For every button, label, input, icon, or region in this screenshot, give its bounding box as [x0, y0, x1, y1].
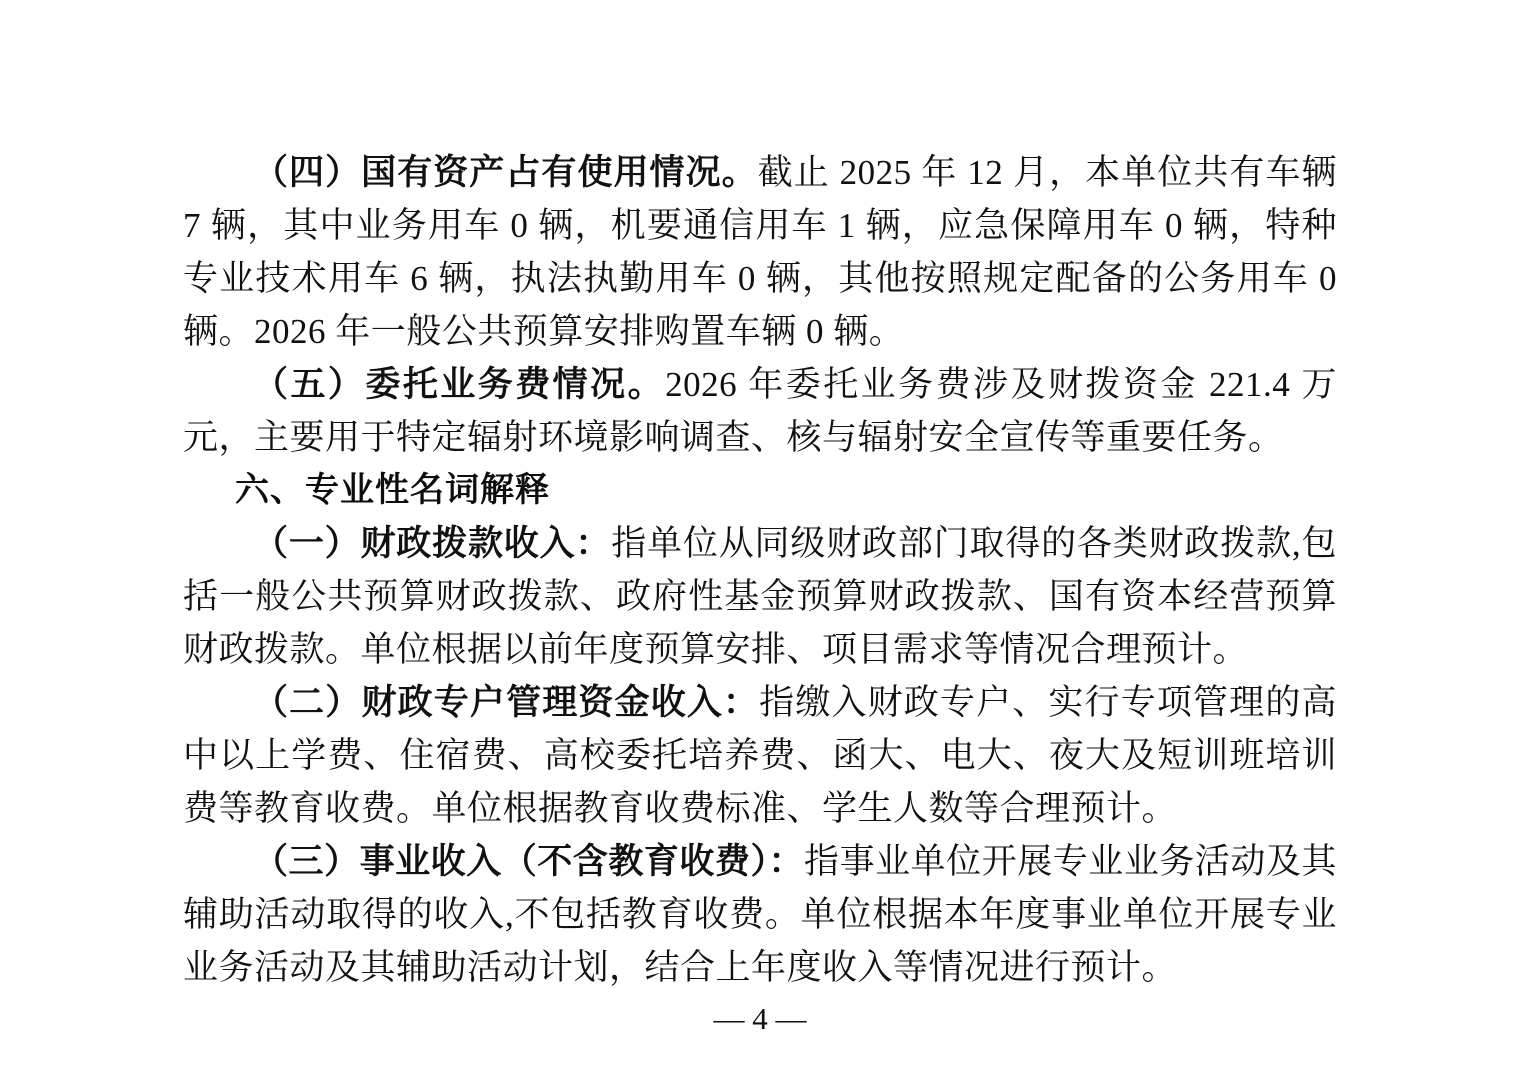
- definition-operational-income: [183, 835, 1337, 994]
- definition-fiscal-special-account-income: [183, 676, 1337, 835]
- definition-operational-income-lead: （三）事业收入（不含教育收费）：: [253, 842, 805, 881]
- paragraph-entrusted-services: [183, 358, 1337, 464]
- section-heading-terminology: 六、专业性名词解释: [235, 471, 550, 509]
- paragraph-state-assets-lead: （四）国有资产占有使用情况。: [253, 153, 758, 192]
- page-number: — 4 —: [713, 1001, 807, 1036]
- paragraph-entrusted-services-lead: （五）委托业务费情况。: [253, 365, 666, 404]
- definition-fiscal-appropriation-income-lead: （一）财政拨款收入：: [253, 524, 612, 563]
- paragraph-state-assets-body: 截止 2025 年 12 月，本单位共有车辆 7 辆，其中业务用车 0 辆，机要通信用车 1 辆，应急保障用车 0 辆，特种专业技术用车 6 辆，执法执勤用车 0 辆，其他按照规定配备的公务用车 0 辆。2026 年一般公共预算安排购置车辆 0 辆。: [183, 153, 1337, 351]
- paragraph-entrusted-services-body: 2026 年委托业务费涉及财拨资金 221.4 万元，主要用于特定辐射环境影响调查、核与辐射安全宣传等重要任务。: [183, 365, 1337, 457]
- definition-fiscal-appropriation-income: [183, 517, 1337, 676]
- definition-fiscal-special-account-income-body: 指缴入财政专户、实行专项管理的高中以上学费、住宿费、高校委托培养费、函大、电大、夜大及短训班培训费等教育收费。单位根据教育收费标准、学生人数等合理预计。: [183, 683, 1337, 828]
- definition-fiscal-special-account-income-lead: （二）财政专户管理资金收入：: [253, 683, 760, 722]
- paragraph-state-assets: [183, 146, 1337, 358]
- definition-operational-income-body: 指事业单位开展专业业务活动及其辅助活动取得的收入,不包括教育收费。单位根据本年度事业单位开展专业业务活动及其辅助活动计划，结合上年度收入等情况进行预计。: [183, 842, 1337, 987]
- definition-fiscal-appropriation-income-body: 指单位从同级财政部门取得的各类财政拨款,包括一般公共预算财政拨款、政府性基金预算财政拨款、国有资本经营预算财政拨款。单位根据以前年度预算安排、项目需求等情况合理预计。: [183, 524, 1337, 669]
